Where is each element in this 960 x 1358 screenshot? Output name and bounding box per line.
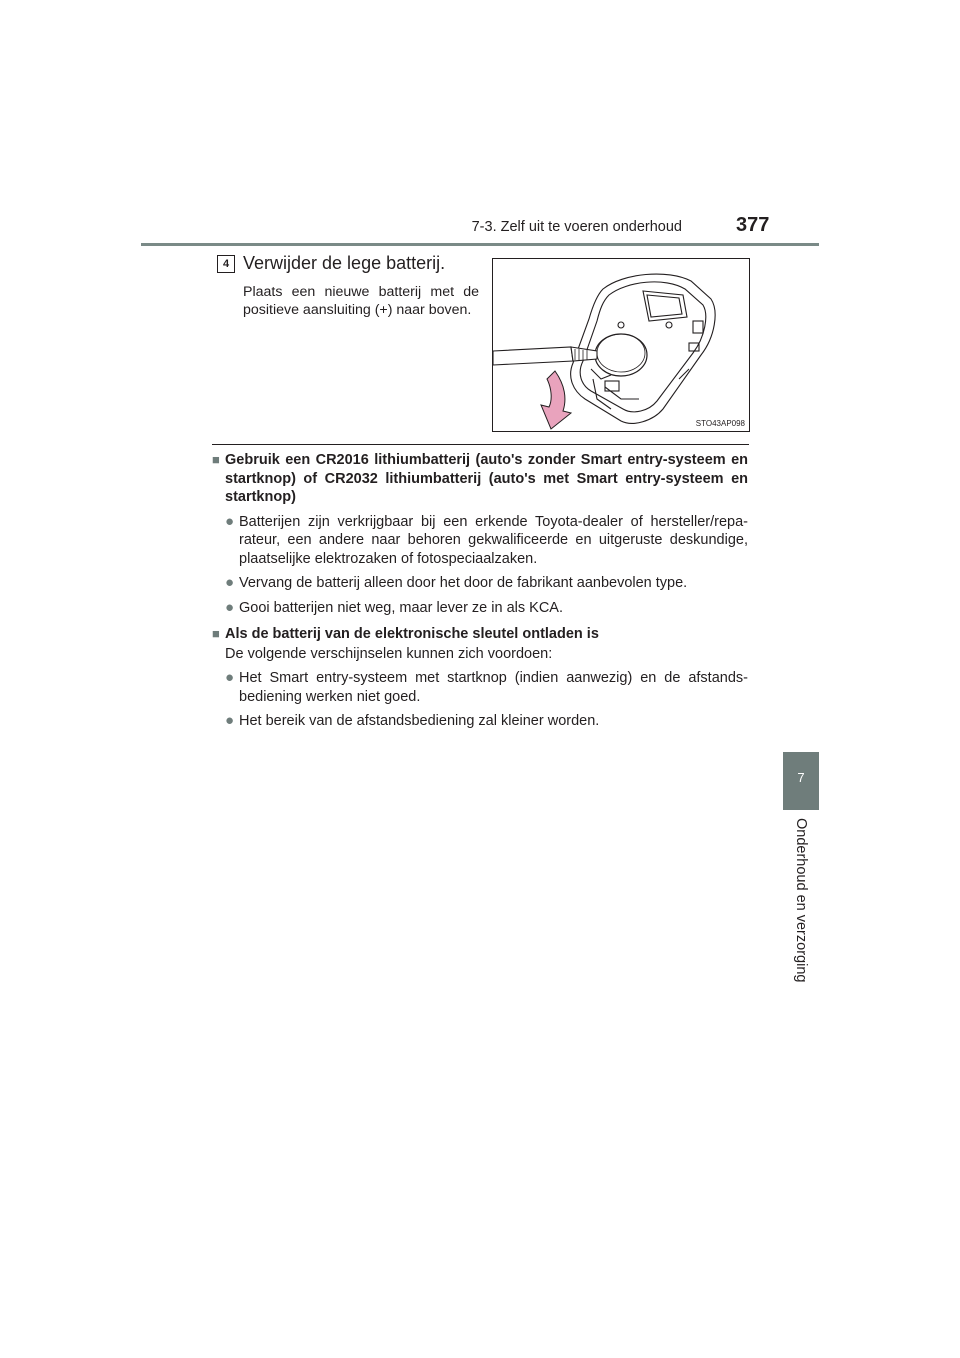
figure-code: STO43AP098 [695, 419, 745, 428]
section-intro: De volgende verschijnselen kunnen zich voordoen: [225, 645, 553, 662]
chapter-number: 7 [797, 770, 805, 785]
step-description: Plaats een nieuwe batterij met de positieve aansluiting (+) naar boven. [243, 284, 479, 318]
section-heading: ■ Als de batterij van de elektronische sleutel ontladen is [212, 626, 599, 642]
header-divider [141, 243, 819, 246]
circle-bullet-icon: ● [225, 598, 235, 616]
list-item: ● Gooi batterijen niet weg, maar lever ze in als KCA. [225, 598, 563, 616]
square-bullet-icon: ■ [212, 626, 220, 641]
circle-bullet-icon: ● [225, 712, 235, 729]
section-title: 7-3. Zelf uit te voeren onderhoud [471, 219, 682, 235]
list-item: ● Vervang de batterij alleen door het door de fabrikant aanbevolen type. [225, 574, 688, 591]
list-item: ● Het Smart entry-systeem met startknop (indien aanwezig) en de afstands-bediening werken niet goed. [225, 669, 748, 705]
section-heading: ■ Gebruik een CR2016 lithiumbatterij (auto's zonder Smart entry-systeem en startknop) of CR2032 lithiumbatterij (auto's met Smart entry-systeem en startknop) [212, 452, 748, 505]
circle-bullet-icon: ● [225, 512, 235, 530]
square-bullet-icon: ■ [212, 452, 220, 467]
step-title: Verwijder de lege batterij. [243, 253, 446, 273]
info-content [212, 451, 748, 731]
circle-bullet-icon: ● [225, 669, 235, 686]
chapter-label: Onderhoud en verzorging [793, 818, 809, 983]
key-fob-drawing [493, 259, 749, 431]
circle-bullet-icon: ● [225, 574, 235, 591]
rotate-arrow-icon [541, 371, 571, 429]
key-battery-illustration [492, 258, 750, 432]
section-divider [212, 444, 749, 445]
step-number-badge: 4 [217, 255, 235, 273]
page-number: 377 [736, 214, 770, 236]
list-item: ● Het bereik van de afstandsbediening zal kleiner worden. [225, 712, 600, 729]
list-item: ● Batterijen zijn verkrijgbaar bij een erkende Toyota-dealer of hersteller/repa-rateur, een andere naar behoren gekwalificeerde en uitgeruste deskundige, plaatselijke elektrozaken of fotospeciaalzaken. [225, 512, 748, 567]
